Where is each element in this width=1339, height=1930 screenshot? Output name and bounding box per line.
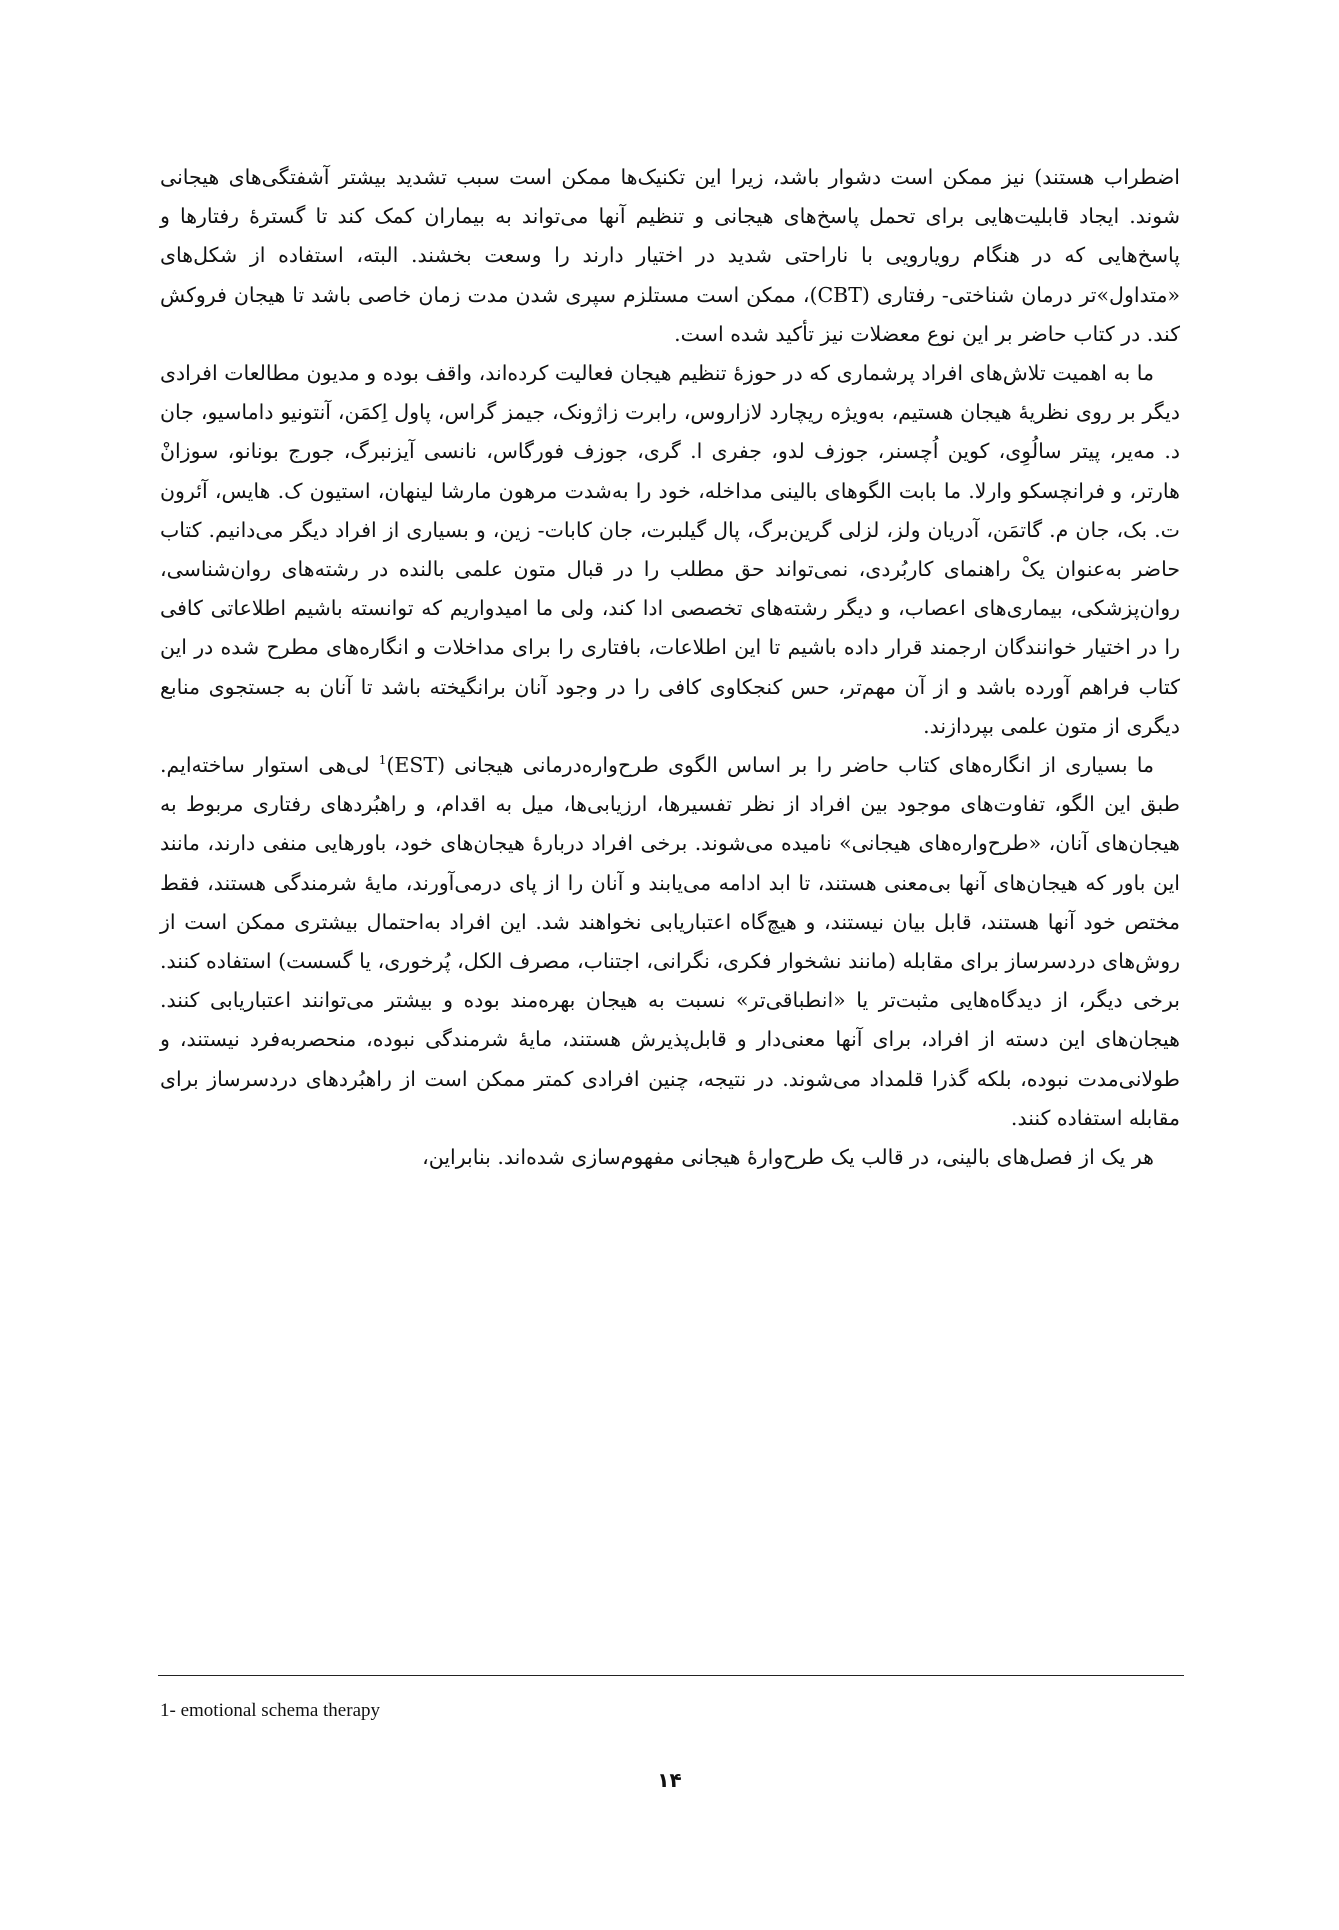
- paragraph-1: اضطراب هستند) نیز ممکن است دشوار باشد، زیرا این تکنیک‌ها ممکن است سبب تشدید بیشتر آشفتگی‌های هیجانی شوند. ایجاد قابلیت‌هایی برای تحمل پاسخ‌های هیجانی و تنظیم آنها می‌تواند به بیماران کمک کند تا گسترهٔ رفتارها و پاسخ‌هایی که در هنگام رویارویی با ناراحتی شدید در اختیار دارند را وسعت بخشند. البته، استفاده از شکل‌های «متداول»تر درمان شناختی- رفتاری (CBT)، ممکن است مستلزم سپری شدن مدت زمان خاصی باشد تا هیجان فروکش کند. در کتاب حاضر بر این نوع معضلات نیز تأکید شده است.: [160, 165, 1181, 346]
- footnote: 1- emotional schema therapy: [160, 1700, 381, 1721]
- paragraph-3-rest: لی‌هی استوار ساخته‌ایم. طبق این الگو، تفاوت‌های موجود بین افراد از نظر تفسیرها، ارزیابی‌ها، میل به اقدام، و راهبُردهای رفتاری مربوط به هیجان‌های آنان، «طرح‌واره‌های هیجانی» نامیده می‌شوند. برخی افراد دربارهٔ هیجان‌های خود، باورهایی منفی دارند، مانند این باور که هیجان‌های آنها بی‌معنی هستند، تا ابد ادامه می‌یابند و آنان را از پای درمی‌آورند، مایهٔ شرمندگی هستند، فقط مختص خود آنها هستند، قابل بیان نیستند، و هیچ‌گاه اعتباریابی نخواهند شد. این افراد به‌احتمال بیشتری ممکن است از روش‌های دردسرساز برای مقابله (مانند نشخوار فکری، نگرانی، اجتناب، مصرف الکل، پُرخوری، یا گسست) استفاده کنند. برخی دیگر، از دیدگاه‌هایی مثبت‌تر یا «انطباقی‌تر» نسبت به هیجان بهره‌مند بوده و بیشتر می‌توانند اعتباریابی کنند. هیجان‌های این دسته از افراد، برای آنها معنی‌دار و قابل‌پذیرش هستند، مایهٔ شرمندگی نبوده، منحصربه‌فرد نیستند، و طولانی‌مدت نبوده، بلکه گذرا قلمداد می‌شوند. در نتیجه، چنین افرادی کمتر ممکن است از راهبُردهای دردسرساز برای مقابله استفاده کنند.: [160, 753, 1180, 1130]
- footnote-divider: [158, 1675, 1184, 1676]
- paragraph-4: هر یک از فصل‌های بالینی، در قالب یک طرح‌وارهٔ هیجانی مفهوم‌سازی شده‌اند. بنابراین،: [422, 1145, 1154, 1170]
- paragraph-3-lead: ما بسیاری از انگاره‌های کتاب حاضر را بر اساس الگوی طرح‌واره‌درمانی هیجانی (EST): [386, 753, 1154, 778]
- page-number: ۱۴: [657, 1768, 682, 1792]
- footnote-marker[interactable]: 1: [378, 753, 387, 768]
- paragraph-2: ما به اهمیت تلاش‌های افراد پرشماری که در حوزهٔ تنظیم هیجان فعالیت کرده‌اند، واقف بوده و مدیون مطالعات افرادی دیگر بر روی نظریهٔ هیجان هستیم، به‌ویژه ریچارد لازاروس، رابرت زاژونک، جیمز گراس، پاول اِکمَن، آنتونیو داماسیو، جان د. مه‌یر، پیتر سالُوِی، کوین اُچسنر، جوزف لدو، جفری ا. گری، جوزف فورگاس، نانسی آیزنبرگ، جورج بونانو، سوزانْ هارتر، و فرانچسکو وارلا. ما بابت الگوهای بالینی مداخله، خود را به‌شدت مرهون مارشا لینهان، استیون ک. هایس، آئرون ت. بک، جان م. گاتمَن، آدریان ولز، لزلی گرین‌برگ، پال گیلبرت، جان کابات- زین، و بسیاری از افراد دیگر می‌دانیم. کتاب حاضر به‌عنوان یکْ راهنمای کاربُردی، نمی‌تواند حق مطلب را در قبال متون علمی بالنده در رشته‌های روان‌شناسی، روان‌پزشکی، بیماری‌های اعصاب، و دیگر رشته‌های تخصصی ادا کند، ولی ما امیدواریم که توانسته باشیم اطلاعاتی کافی را در اختیار خوانندگان ارجمند قرار داده باشیم تا این اطلاعات، بافتاری را برای مداخلات و انگاره‌های مطرح شده در این کتاب فراهم آورده باشد و از آن مهم‌تر، حس کنجکاوی کافی را در وجود آنان برانگیخته باشد تا آنان به جستجوی منابع دیگری از متون علمی بپردازند.: [160, 361, 1180, 738]
- body-text: [160, 158, 1180, 1177]
- paragraph-3: [160, 746, 1180, 1138]
